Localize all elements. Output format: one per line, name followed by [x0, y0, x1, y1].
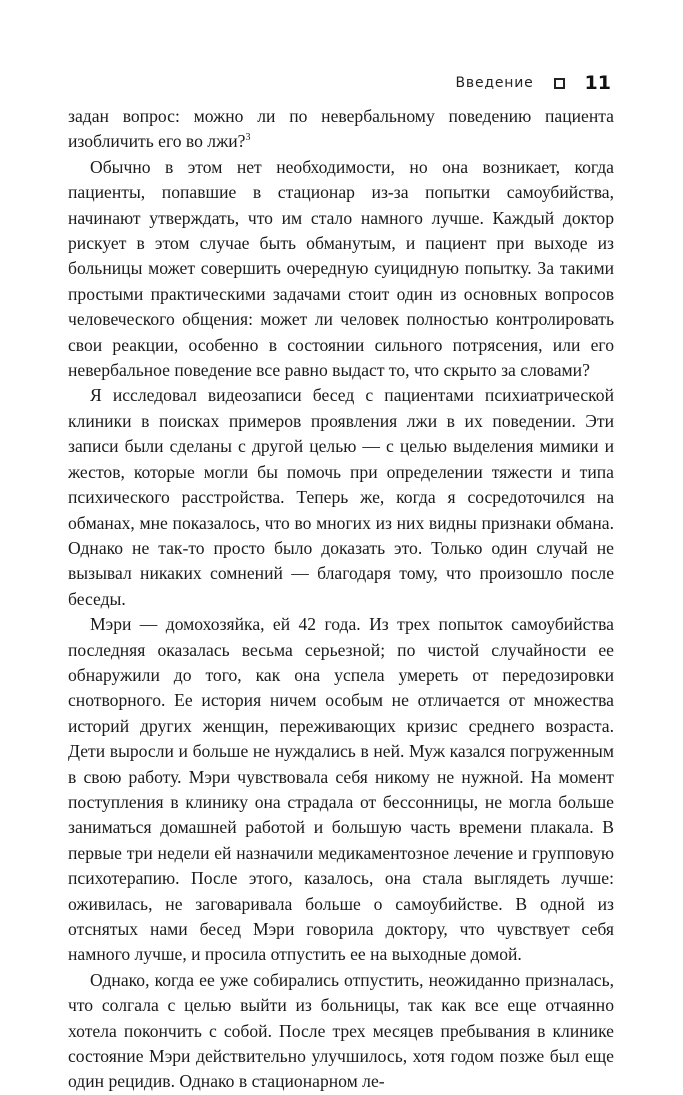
square-outline-icon — [554, 78, 565, 89]
footnote-ref: 3 — [245, 132, 251, 144]
paragraph: Я исследовал видеозаписи бесед с пациентами психиатрической клиники в поисках примеров проявления лжи в их поведении. Эти записи были сделаны с другой целью — с целью выделения мимики и жестов, которые могли бы помочь при определении тяжести и типа психического расстройства. Теперь же, когда я сосредоточился на обманах, мне показалось, что во многих из них видны признаки обмана. Однако не так-то просто было доказать это. Только один случай не вызывал никаких сомнений — благодаря тому, что произошло после беседы. — [68, 385, 614, 609]
paragraph: Мэри — домохозяйка, ей 42 года. Из трех попыток самоубийства последняя оказалась весьма серьезной; по чистой случайности ее обнаружили до того, как она успела умереть от передозировки снотворного. Ее история ничем особым не отличается от множества историй других женщин, переживающих кризис среднего возраста. Дети выросли и больше не нуждались в ней. Муж казался погруженным в свою работу. Мэри чувствовала себя никому не нужной. На момент поступления в клинику она страдала от бессонницы, не могла больше заниматься домашней работой и большую часть времени плакала. В первые три недели ей назначили медикаментозное лечение и групповую психотерапию. После этого, казалось, она стала выглядеть лучше: оживилась, не заговаривала больше о самоубийстве. В одной из отснятых нами бесед Мэри говорила доктору, что чувствует себя намного лучше, и просила отпустить ее на выходные домой. — [68, 614, 614, 965]
page-header — [456, 72, 611, 94]
page-body — [68, 104, 614, 1095]
paragraph-continued — [68, 104, 614, 155]
running-head: Введение — [455, 75, 534, 91]
paragraph: Обычно в этом нет необходимости, но она возникает, когда пациенты, попавшие в стационар из-за попытки самоубийства, начинают утверждать, что им стало намного лучше. Каждый доктор рискует в этом случае быть обманутым, и пациент при выходе из больницы может совершить очередную суицидную попытку. За такими простыми практическими задачами стоит один из основных вопросов человеческого общения: может ли человек полностью контролировать свои реакции, особенно в состоянии сильного потрясения, или его невербальное поведение все равно выдаст то, что скрыто за словами? — [68, 156, 614, 381]
page-number: 11 — [584, 72, 611, 94]
paragraph-text: задан вопрос: можно ли по невербальному поведению пациента изобличить его во лжи? — [68, 106, 614, 152]
paragraph: Однако, когда ее уже собирались отпустить, неожиданно призналась, что солгала с целью выйти из больницы, так как все еще отчаянно хотела покончить с собой. После трех месяцев пребывания в клинике состояние Мэри действительно улучшилось, хотя годом позже был еще один рецидив. Однако в стационарном ле- — [68, 969, 614, 1092]
